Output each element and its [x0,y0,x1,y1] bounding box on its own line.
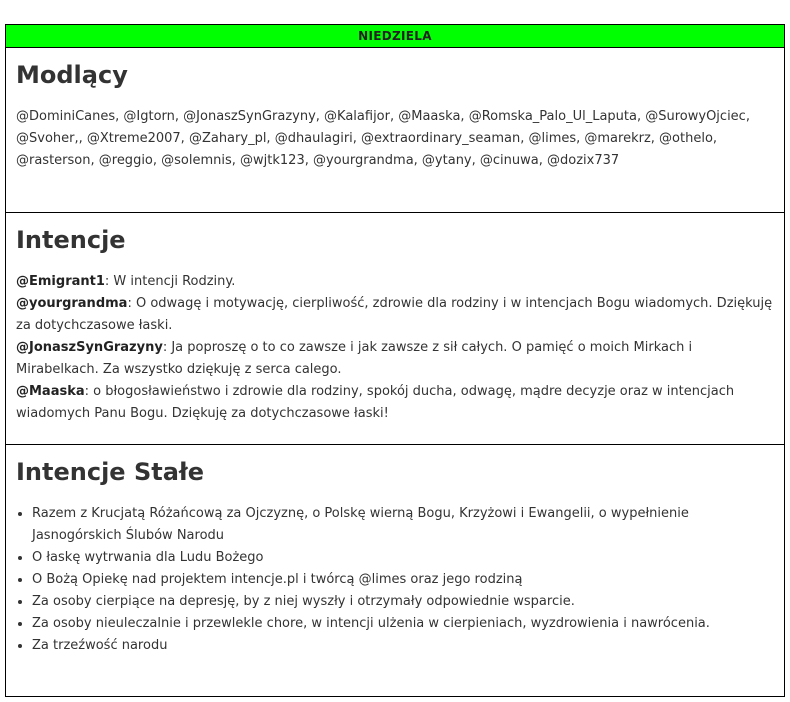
intention-item [16,293,774,337]
intention-text: : Ja poproszę o to co zawsze i jak zawsze z sił całych. O pamięć o moich Mirkach i Mirabelkach. Za wszystko dziękuję z serca calego. [16,340,693,377]
intention-item [16,381,774,425]
section-intencje [6,213,784,445]
intention-user[interactable]: @Emigrant1 [16,274,105,289]
intention-user[interactable]: @Maaska [16,384,85,399]
day-header: NIEDZIELA [6,25,784,48]
list-item: • Za osoby nieuleczalnie i przewlekle chore, w intencji ulżenia w cierpieniach, wyzdrowienia i nawrócenia. [32,613,774,635]
list-item: • Razem z Krucjatą Różańcową za Ojczyznę, o Polskę wierną Bogu, Krzyżowi i Ewangelii, o wypełnienie Jasnogórskich Ślubów Narodu [32,503,774,547]
section-title-stale: Intencje Stałe [16,458,205,486]
intention-user[interactable]: @yourgrandma [16,296,128,311]
intention-item [16,271,774,293]
day-panel [5,24,785,697]
intention-text: : O odwagę i motywację, cierpliwość, zdrowie dla rodziny i w intencjach Bogu wiadomych. Dziękuję za dotychczasowe łaski. [16,296,773,333]
members-list: @DominiCanes, @Igtorn, @JonaszSynGrazyny, @Kalafijor, @Maaska, @Romska_Palo_Ul_Laputa, @SurowyOjciec, @Svoher,, @Xtreme2007, @Zahary_pl, @dhaulagiri, @extraordinary_seaman, @limes, @marekrz, @othelo, @rasterson, @reggio, @solemnis, @wjtk123, @yourgrandma, @ytany, @cinuwa, @dozix737 [16,109,750,168]
section-modlacy [6,48,784,213]
list-item: • O łaskę wytrwania dla Ludu Bożego [32,547,774,569]
list-item: • Za trzeźwość narodu [32,635,774,657]
standing-intentions-list [16,503,774,657]
section-title-intencje: Intencje [16,226,126,254]
list-item: • O Bożą Opiekę nad projektem intencje.pl i twórcą @limes oraz jego rodziną [32,569,774,591]
list-item: • Za osoby cierpiące na depresję, by z niej wyszły i otrzymały odpowiednie wsparcie. [32,591,774,613]
section-intencje-stale [6,445,784,696]
intention-item [16,337,774,381]
intention-text: : W intencji Rodziny. [104,274,236,289]
intention-user[interactable]: @JonaszSynGrazyny [16,340,163,355]
intention-text: : o błogosławieństwo i zdrowie dla rodziny, spokój ducha, odwagę, mądre decyzje oraz w intencjach wiadomych Panu Bogu. Dziękuję za dotychczasowe łaski! [16,384,735,421]
section-title-modlacy: Modlący [16,61,128,89]
